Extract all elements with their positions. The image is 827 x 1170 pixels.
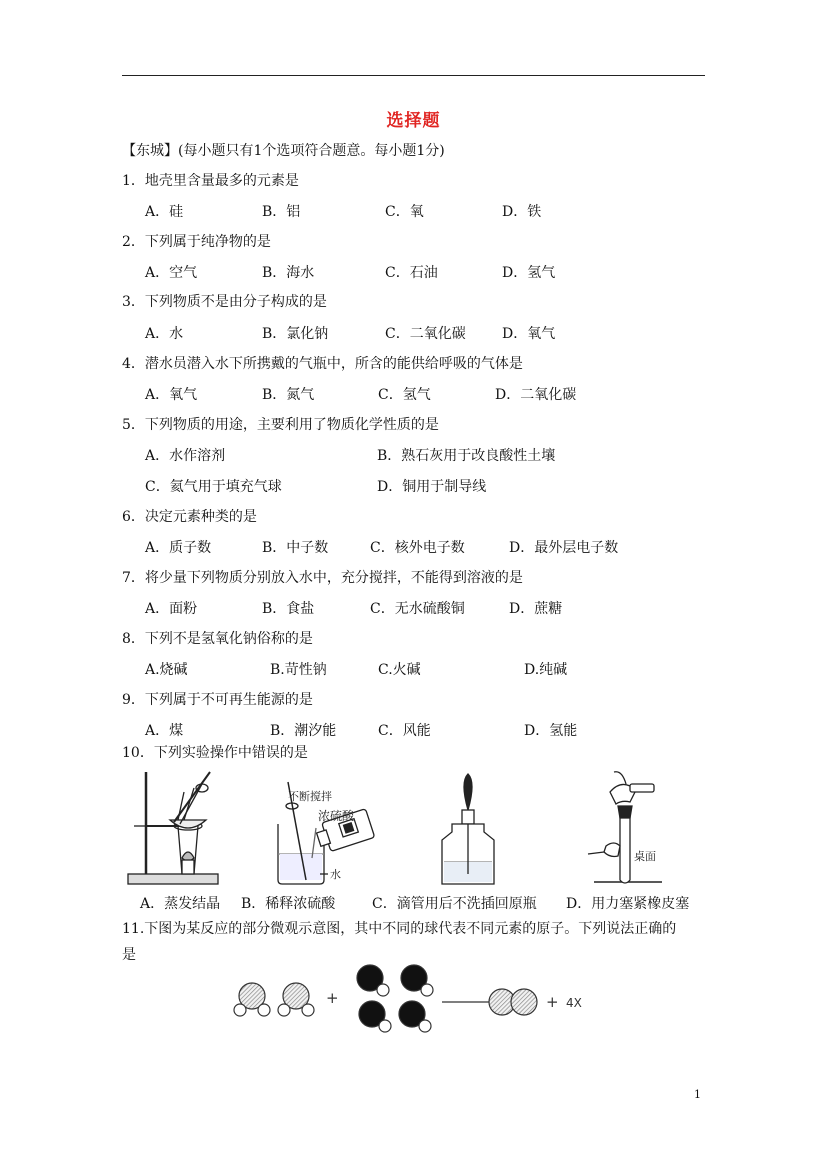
q2-option-b: B．海水 bbox=[262, 265, 315, 281]
q9-option-c: C．风能 bbox=[378, 723, 431, 739]
reactant-molecule-1-icon bbox=[234, 983, 270, 1016]
q10-option-c: C．滴管用后不洗插回原瓶 bbox=[372, 896, 537, 912]
q5-option-b: B．熟石灰用于改良酸性土壤 bbox=[377, 448, 556, 464]
q5-option-c: C．氦气用于填充气球 bbox=[145, 479, 282, 495]
q1-option-a: A．硅 bbox=[145, 204, 184, 220]
q4-option-a: A．氧气 bbox=[145, 387, 198, 403]
q5-option-a: A．水作溶剂 bbox=[145, 448, 226, 464]
label-water: 水 bbox=[330, 868, 341, 881]
question-2: 2．下列属于纯净物的是 bbox=[122, 234, 271, 250]
question-10: 10．下列实验操作中错误的是 bbox=[122, 745, 308, 761]
label-stir: 不断搅拌 bbox=[288, 790, 332, 803]
q6-option-a: A．质子数 bbox=[145, 540, 212, 556]
q4-option-d: D．二氧化碳 bbox=[495, 387, 577, 403]
q7-option-d: D．蔗糖 bbox=[509, 601, 563, 617]
q1-option-b: B．铝 bbox=[262, 204, 301, 220]
section-intro: 【东城】(每小题只有1个选项符合题意。每小题1分) bbox=[122, 143, 445, 159]
q7-option-a: A．面粉 bbox=[145, 601, 198, 617]
reactant-molecule-3-icon bbox=[357, 965, 389, 996]
q9-option-d: D．氢能 bbox=[524, 723, 578, 739]
q3-option-d: D．氧气 bbox=[502, 326, 556, 342]
q8-option-b: B.苛性钠 bbox=[270, 662, 327, 678]
figure-lab-operations bbox=[122, 762, 705, 892]
dropper-bottle-icon bbox=[442, 774, 494, 884]
q1-option-d: D．铁 bbox=[502, 204, 542, 220]
header-rule bbox=[122, 75, 705, 76]
q7-option-c: C．无水硫酸铜 bbox=[370, 601, 465, 617]
reactant-molecule-4-icon bbox=[401, 965, 433, 996]
product-label: 4X bbox=[566, 996, 582, 1010]
q8-option-d: D.纯碱 bbox=[524, 662, 568, 678]
question-11-continuation: 是 bbox=[122, 947, 136, 963]
label-concentrated-acid: 浓硫酸 bbox=[318, 809, 355, 823]
q8-option-a: A.烧碱 bbox=[145, 662, 188, 678]
q4-option-b: B．氮气 bbox=[262, 387, 315, 403]
question-4: 4．潜水员潜入水下所携戴的气瓶中，所含的能供给呼吸的气体是 bbox=[122, 356, 523, 372]
figure-reaction-diagram bbox=[220, 960, 600, 1040]
reactant-molecule-5-icon bbox=[359, 1001, 391, 1032]
plus-sign-1: + bbox=[326, 989, 339, 1007]
question-11: 11.下图为某反应的部分微观示意图，其中不同的球代表不同元素的原子。下列说法正确的 bbox=[122, 921, 677, 937]
q4-option-c: C．氢气 bbox=[378, 387, 431, 403]
q1-option-c: C．氧 bbox=[385, 204, 424, 220]
q3-option-a: A．水 bbox=[145, 326, 184, 342]
question-1: 1．地壳里含量最多的元素是 bbox=[122, 173, 299, 189]
q5-option-d: D．铜用于制导线 bbox=[377, 479, 487, 495]
q6-option-b: B．中子数 bbox=[262, 540, 329, 556]
plus-sign-2: + bbox=[546, 993, 559, 1011]
q3-option-b: B．氯化钠 bbox=[262, 326, 329, 342]
reactant-molecule-6-icon bbox=[399, 1001, 431, 1032]
section-title: 选择题 bbox=[386, 111, 441, 131]
q9-option-b: B．潮汐能 bbox=[270, 723, 337, 739]
q10-option-a: A．蒸发结晶 bbox=[140, 896, 221, 912]
q7-option-b: B．食盐 bbox=[262, 601, 315, 617]
label-desk: 桌面 bbox=[634, 850, 656, 863]
question-9: 9．下列属于不可再生能源的是 bbox=[122, 692, 313, 708]
reactant-molecule-2-icon bbox=[278, 983, 314, 1016]
test-tube-stopper-icon bbox=[588, 772, 662, 883]
q6-option-d: D．最外层电子数 bbox=[509, 540, 619, 556]
q8-option-c: C.火碱 bbox=[378, 662, 421, 678]
question-5: 5．下列物质的用途，主要利用了物质化学性质的是 bbox=[122, 417, 439, 433]
q10-option-d: D．用力塞紧橡皮塞 bbox=[566, 896, 690, 912]
q10-option-b: B．稀释浓硫酸 bbox=[241, 896, 336, 912]
page-number: 1 bbox=[694, 1088, 701, 1101]
q2-option-a: A．空气 bbox=[145, 265, 198, 281]
question-8: 8．下列不是氢氧化钠俗称的是 bbox=[122, 631, 313, 647]
q3-option-c: C．二氧化碳 bbox=[385, 326, 466, 342]
q2-option-c: C．石油 bbox=[385, 265, 438, 281]
q9-option-a: A．煤 bbox=[145, 723, 184, 739]
q6-option-c: C．核外电子数 bbox=[370, 540, 465, 556]
question-7: 7．将少量下列物质分别放入水中，充分搅拌，不能得到溶液的是 bbox=[122, 570, 523, 586]
question-3: 3．下列物质不是由分子构成的是 bbox=[122, 294, 327, 310]
question-6: 6．决定元素种类的是 bbox=[122, 509, 257, 525]
evaporation-apparatus-icon bbox=[128, 772, 218, 884]
q2-option-d: D．氢气 bbox=[502, 265, 556, 281]
